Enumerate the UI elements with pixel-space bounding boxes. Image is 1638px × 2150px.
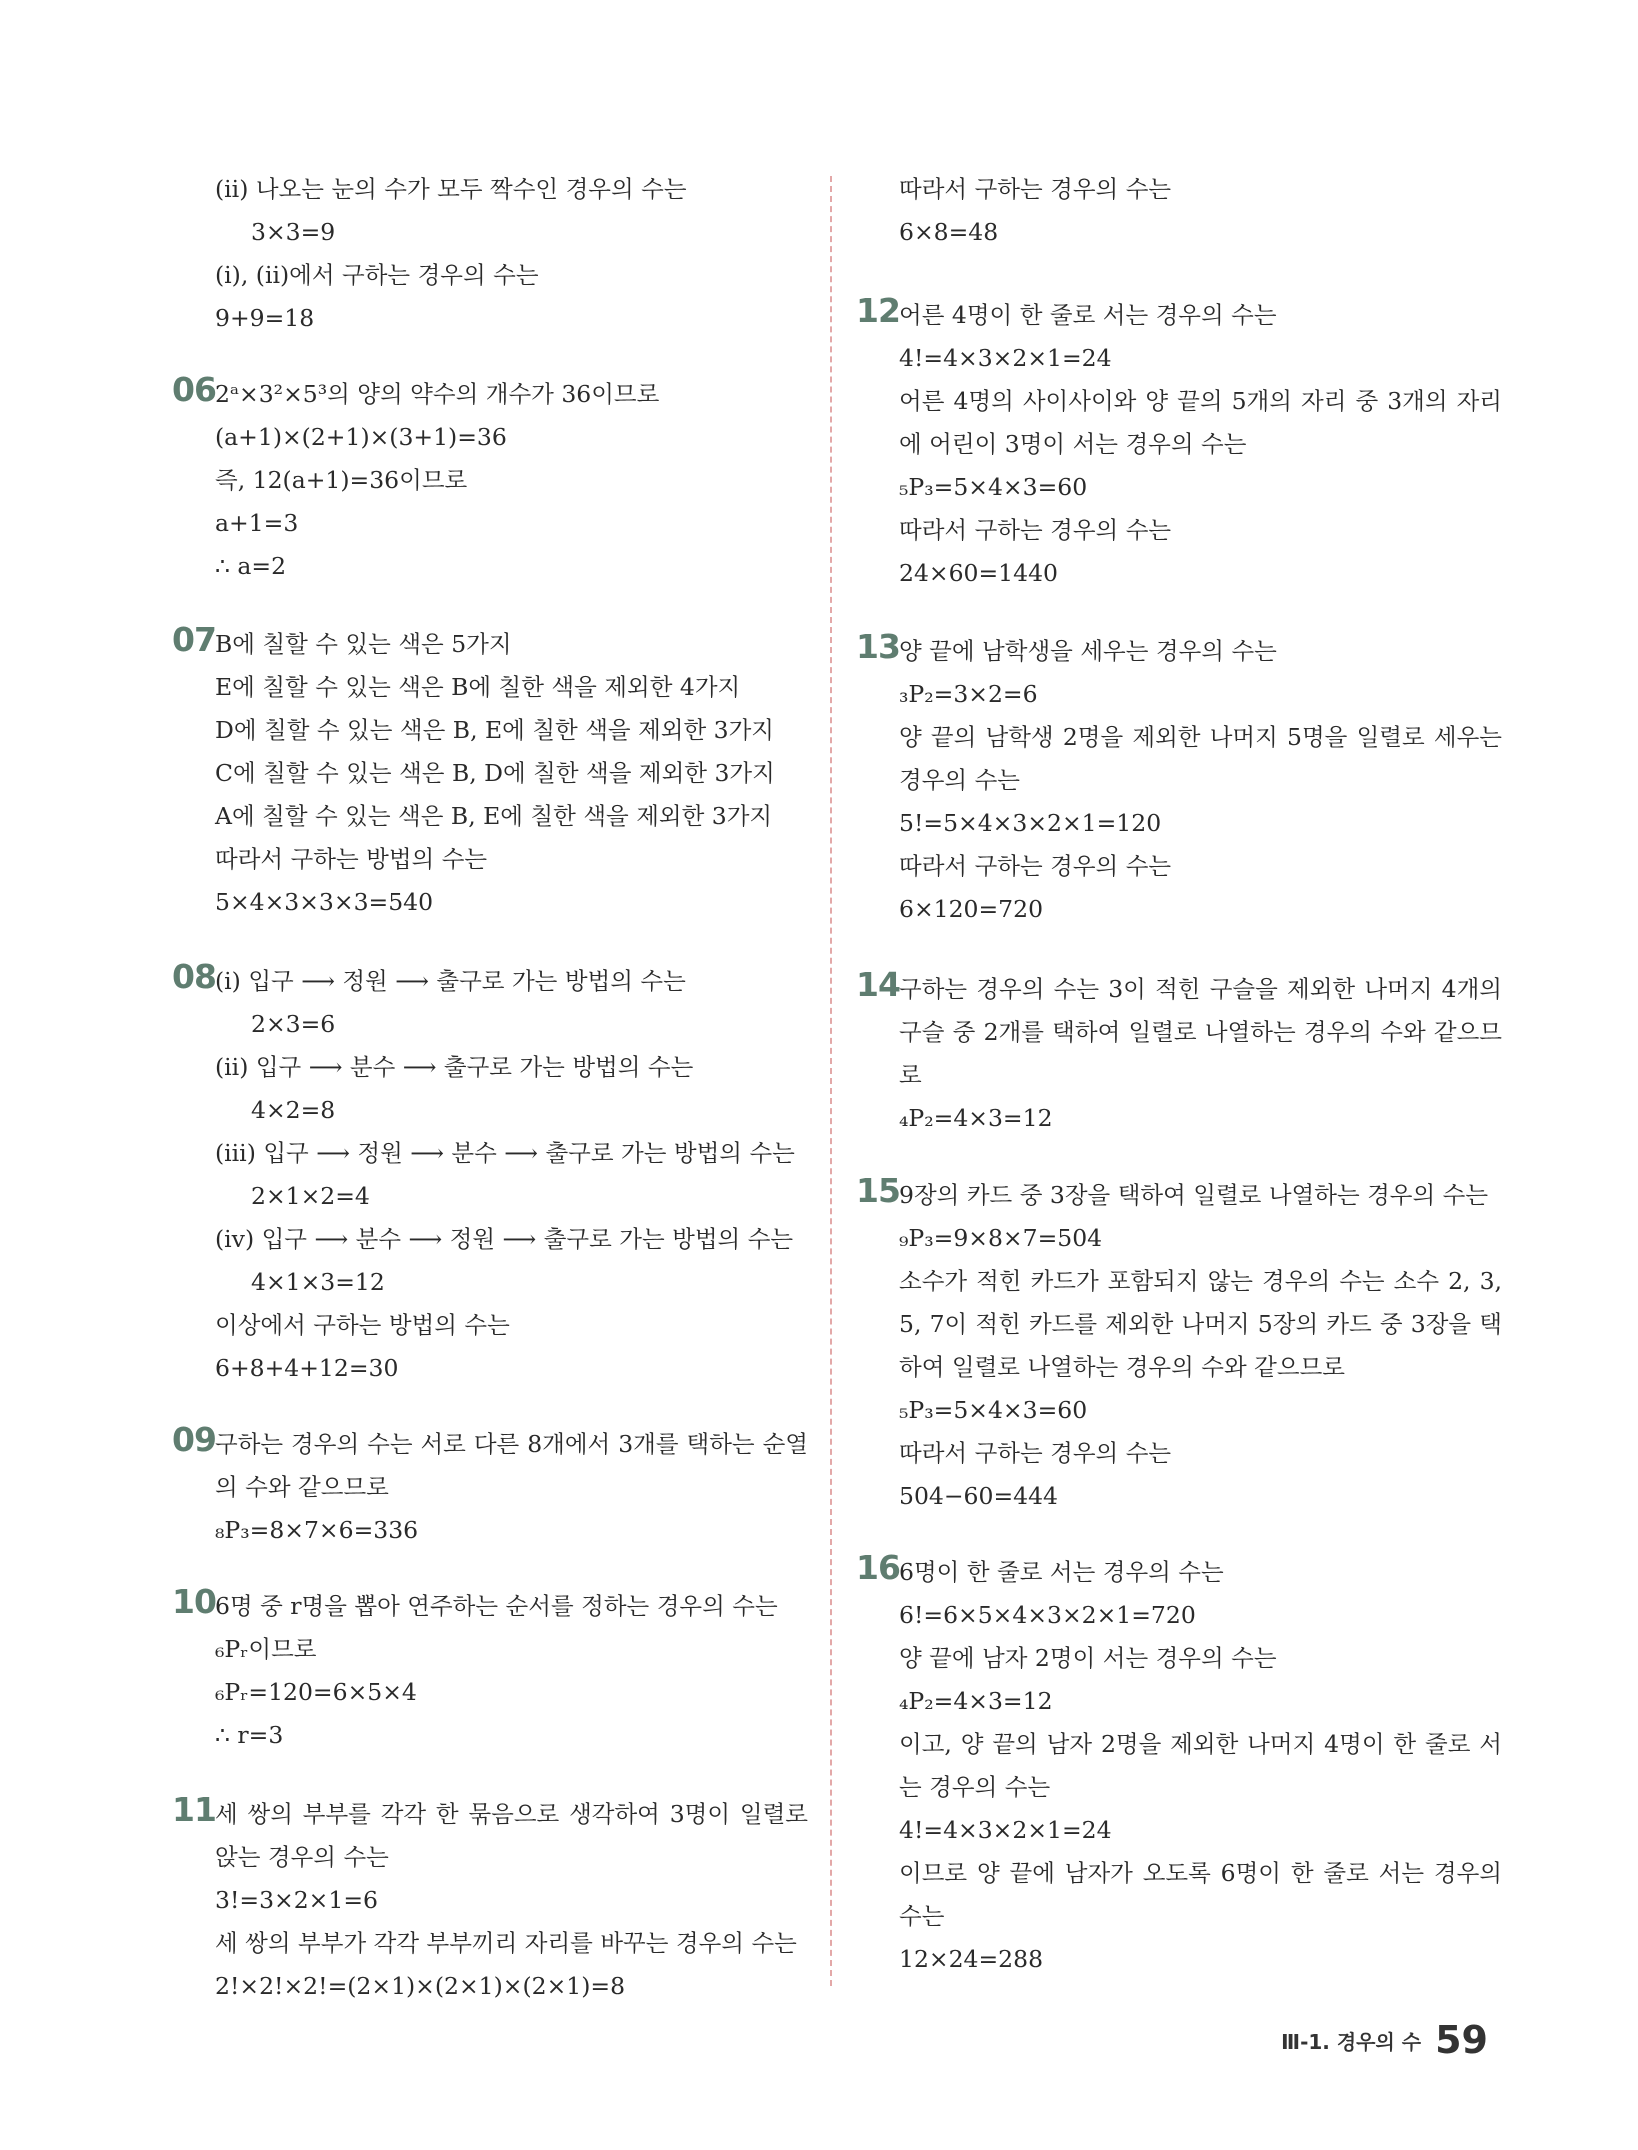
solution-line: 2×3=6 xyxy=(251,1010,336,1038)
problem-number: 11 xyxy=(172,1790,216,1829)
page-footer xyxy=(1281,2018,1488,2062)
solution-line: ₆Pᵣ이므로 xyxy=(215,1635,317,1663)
solution-line: 즉, 12(a+1)=36이므로 xyxy=(215,466,468,494)
solution-line: 6×120=720 xyxy=(899,895,1044,923)
problem-number: 13 xyxy=(856,627,900,666)
solution-line: ∴ r=3 xyxy=(215,1721,284,1749)
solution-line: 5!=5×4×3×2×1=120 xyxy=(899,809,1162,837)
solution-body xyxy=(215,623,808,924)
solution-line: 9장의 카드 중 3장을 택하여 일렬로 나열하는 경우의 수는 xyxy=(899,1181,1489,1209)
solution-line: 따라서 구하는 경우의 수는 xyxy=(899,852,1172,880)
solution-line: 세 쌍의 부부가 각각 부부끼리 자리를 바꾸는 경우의 수는 xyxy=(215,1929,797,1957)
solution-line: (ⅱ) 입구 ⟶ 분수 ⟶ 출구로 가는 방법의 수는 xyxy=(215,1053,694,1081)
solution-body xyxy=(215,1423,808,1552)
solution-line: 12×24=288 xyxy=(899,1945,1044,1973)
solution-line: 2ᵃ×3²×5³의 양의 약수의 개수가 36이므로 xyxy=(215,380,660,408)
solution-line: 6명이 한 줄로 서는 경우의 수는 xyxy=(899,1558,1224,1586)
problem-number: 06 xyxy=(172,370,216,409)
problem-number: 14 xyxy=(856,965,900,1004)
problem-number: 08 xyxy=(172,957,216,996)
solution-line: C에 칠할 수 있는 색은 B, D에 칠한 색을 제외한 3가지 xyxy=(215,759,775,787)
solution-line: 504−60=444 xyxy=(899,1482,1058,1510)
solution-line: ₉P₃=9×8×7=504 xyxy=(899,1224,1103,1252)
solution-line: ₄P₂=4×3=12 xyxy=(899,1104,1053,1132)
solution-body xyxy=(899,168,1502,254)
problem-number: 15 xyxy=(856,1171,900,1210)
chapter-label: Ⅲ-1. 경우의 수 xyxy=(1281,2030,1422,2054)
solution-line: 양 끝의 남학생 2명을 제외한 나머지 5명을 일렬로 세우는 경우의 수는 xyxy=(899,723,1502,794)
solution-line: D에 칠할 수 있는 색은 B, E에 칠한 색을 제외한 3가지 xyxy=(215,716,775,744)
solution-body xyxy=(899,294,1502,595)
solution-line: 5×4×3×3×3=540 xyxy=(215,888,434,916)
solution-line: 4!=4×3×2×1=24 xyxy=(899,344,1112,372)
solution-line: 따라서 구하는 경우의 수는 xyxy=(899,1439,1172,1467)
solution-line: ₅P₃=5×4×3=60 xyxy=(899,1396,1088,1424)
solution-line: 양 끝에 남학생을 세우는 경우의 수는 xyxy=(899,637,1277,665)
solution-line: 소수가 적힌 카드가 포함되지 않는 경우의 수는 소수 2, 3, 5, 7이 적힌 카드를 제외한 나머지 5장의 카드 중 3장을 택하여 일렬로 나열하는 경우의 수와 같으므로 xyxy=(899,1267,1502,1381)
solution-body xyxy=(899,968,1502,1140)
solution-line: 6!=6×5×4×3×2×1=720 xyxy=(899,1601,1196,1629)
solution-line: (ⅳ) 입구 ⟶ 분수 ⟶ 정원 ⟶ 출구로 가는 방법의 수는 xyxy=(215,1225,794,1253)
solution-line: (ⅰ) 입구 ⟶ 정원 ⟶ 출구로 가는 방법의 수는 xyxy=(215,967,686,995)
solution-line: 이상에서 구하는 방법의 수는 xyxy=(215,1311,510,1339)
solution-line: 6명 중 r명을 뽑아 연주하는 순서를 정하는 경우의 수는 xyxy=(215,1592,778,1620)
solution-line: E에 칠할 수 있는 색은 B에 칠한 색을 제외한 4가지 xyxy=(215,673,741,701)
solution-line: 어른 4명이 한 줄로 서는 경우의 수는 xyxy=(899,301,1277,329)
solution-line: 24×60=1440 xyxy=(899,559,1058,587)
solution-line: 4!=4×3×2×1=24 xyxy=(899,1816,1112,1844)
solution-line: 6+8+4+12=30 xyxy=(215,1354,399,1382)
solution-line: 2×1×2=4 xyxy=(251,1182,370,1210)
solution-line: 3×3=9 xyxy=(251,218,336,246)
problem-number: 12 xyxy=(856,291,900,330)
solution-line: 4×1×3=12 xyxy=(251,1268,385,1296)
solution-body xyxy=(899,1551,1502,1981)
solution-line: 이고, 양 끝의 남자 2명을 제외한 나머지 4명이 한 줄로 서는 경우의 수는 xyxy=(899,1730,1502,1801)
solution-line: 3!=3×2×1=6 xyxy=(215,1886,378,1914)
solution-body xyxy=(215,168,808,340)
solution-line: ₃P₂=3×2=6 xyxy=(899,680,1038,708)
solution-line: (ⅰ), (ⅱ)에서 구하는 경우의 수는 xyxy=(215,261,539,289)
solution-line: 2!×2!×2!=(2×1)×(2×1)×(2×1)=8 xyxy=(215,1972,626,2000)
solution-line: 9+9=18 xyxy=(215,304,315,332)
solution-line: ₆Pᵣ=120=6×5×4 xyxy=(215,1678,417,1706)
solution-line: 이므로 양 끝에 남자가 오도록 6명이 한 줄로 서는 경우의 수는 xyxy=(899,1859,1502,1930)
solution-line: 구하는 경우의 수는 3이 적힌 구슬을 제외한 나머지 4개의 구슬 중 2개를 택하여 일렬로 나열하는 경우의 수와 같으므로 xyxy=(899,975,1502,1089)
solution-body xyxy=(899,630,1502,931)
solution-line: 구하는 경우의 수는 서로 다른 8개에서 3개를 택하는 순열의 수와 같으므로 xyxy=(215,1430,808,1501)
solution-line: 따라서 구하는 경우의 수는 xyxy=(899,175,1172,203)
solution-line: 세 쌍의 부부를 각각 한 묶음으로 생각하여 3명이 일렬로 앉는 경우의 수는 xyxy=(215,1800,808,1871)
solution-line: 따라서 구하는 경우의 수는 xyxy=(899,516,1172,544)
solution-body xyxy=(215,960,808,1390)
solution-line: A에 칠할 수 있는 색은 B, E에 칠한 색을 제외한 3가지 xyxy=(215,802,773,830)
solution-line: 어른 4명의 사이사이와 양 끝의 5개의 자리 중 3개의 자리에 어린이 3명이 서는 경우의 수는 xyxy=(899,387,1502,458)
solution-line: (ⅲ) 입구 ⟶ 정원 ⟶ 분수 ⟶ 출구로 가는 방법의 수는 xyxy=(215,1139,795,1167)
problem-number: 10 xyxy=(172,1582,216,1621)
solution-line: (ⅱ) 나오는 눈의 수가 모두 짝수인 경우의 수는 xyxy=(215,175,687,203)
solution-line: B에 칠할 수 있는 색은 5가지 xyxy=(215,630,512,658)
solution-body xyxy=(215,1585,808,1757)
solution-line: ₄P₂=4×3=12 xyxy=(899,1687,1053,1715)
solution-body xyxy=(215,1793,808,2008)
column-divider xyxy=(830,176,832,1986)
solution-body xyxy=(215,373,808,588)
solution-line: (a+1)×(2+1)×(3+1)=36 xyxy=(215,423,507,451)
solution-body xyxy=(899,1174,1502,1518)
solution-line: ₈P₃=8×7×6=336 xyxy=(215,1516,419,1544)
page-number: 59 xyxy=(1435,2018,1488,2062)
solution-line: 4×2=8 xyxy=(251,1096,336,1124)
solution-line: 양 끝에 남자 2명이 서는 경우의 수는 xyxy=(899,1644,1277,1672)
solution-line: ₅P₃=5×4×3=60 xyxy=(899,473,1088,501)
solution-line: 6×8=48 xyxy=(899,218,999,246)
solution-line: a+1=3 xyxy=(215,509,299,537)
problem-number: 16 xyxy=(856,1548,900,1587)
solution-line: 따라서 구하는 방법의 수는 xyxy=(215,845,488,873)
problem-number: 07 xyxy=(172,620,216,659)
problem-number: 09 xyxy=(172,1420,216,1459)
solution-line: ∴ a=2 xyxy=(215,552,287,580)
